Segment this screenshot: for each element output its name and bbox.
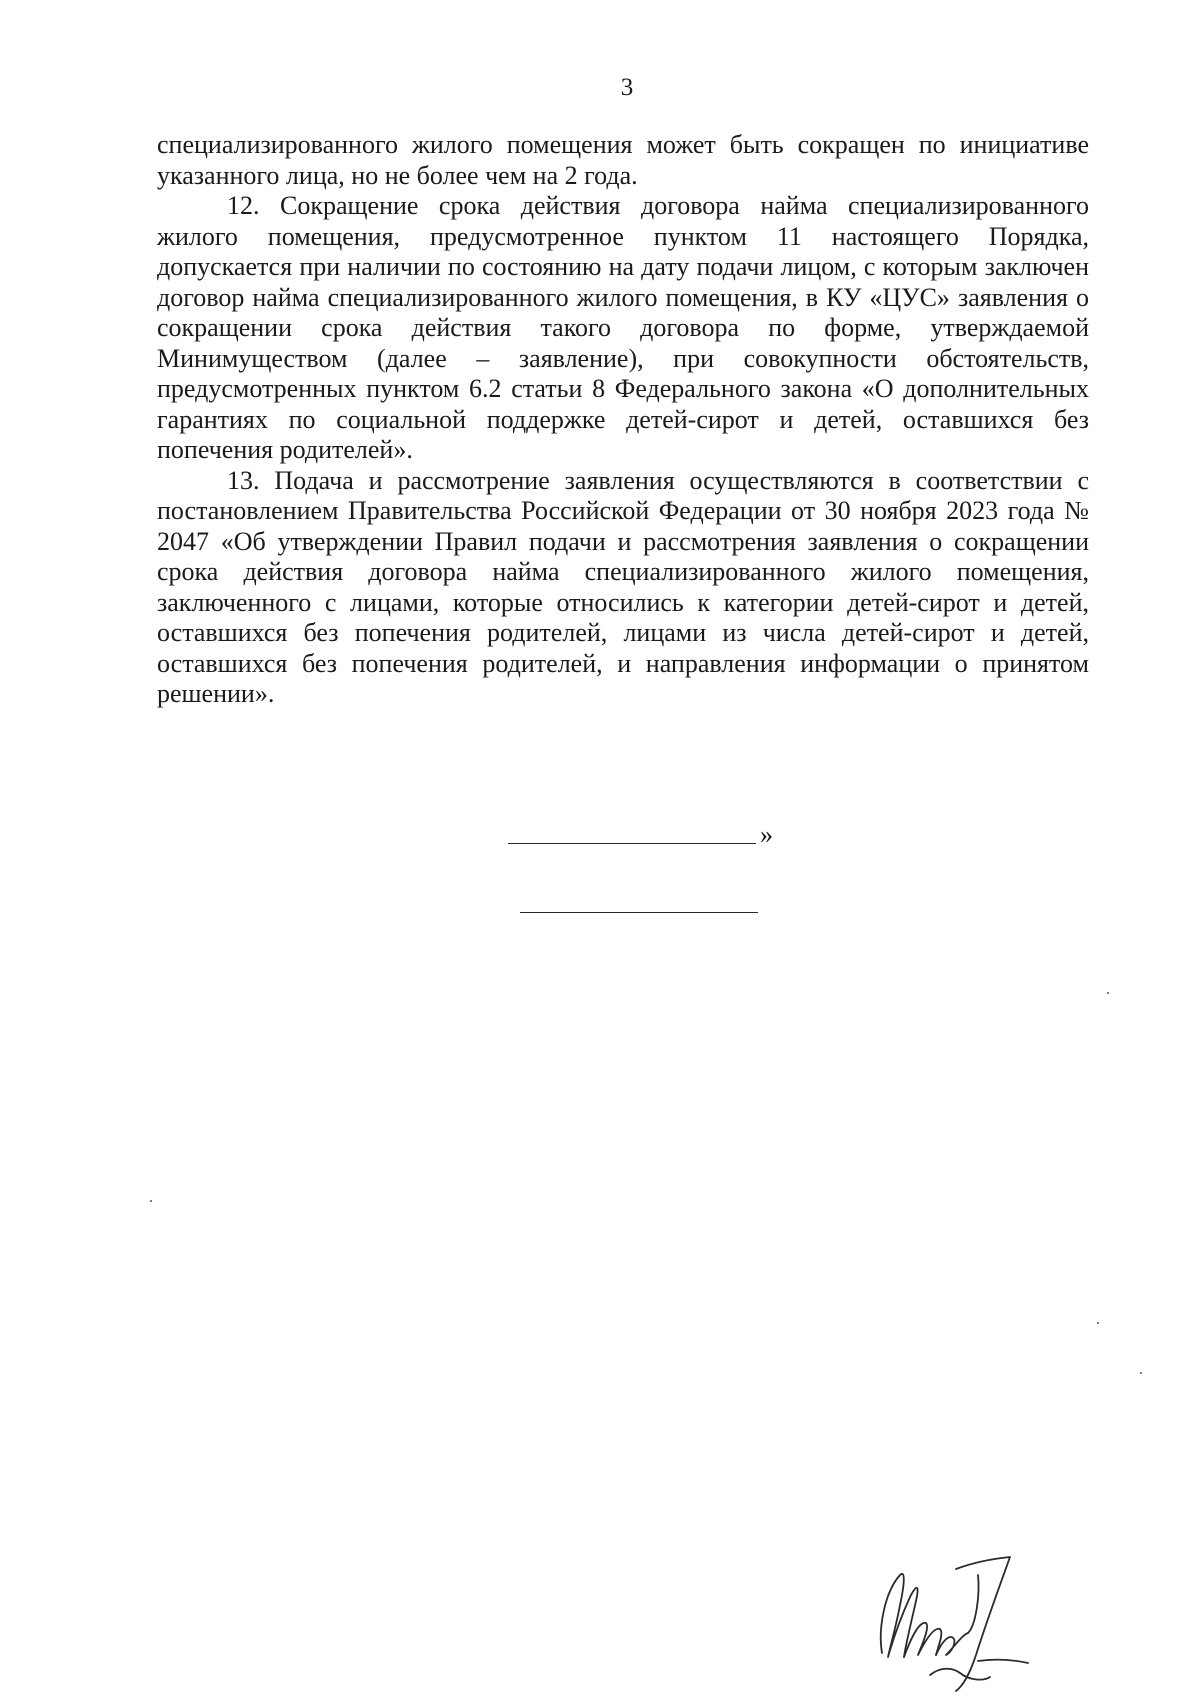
- scan-speck: [1107, 992, 1109, 994]
- scan-speck: [150, 1200, 152, 1202]
- paragraph-item-12: 12. Сокращение срока действия договора найма специализированного жилого помещения, предусмотренное пунктом 11 настоящего Порядка, допускается при наличии по состоянию на дату подачи лицом, с которым заключен договор найма специализированного жилого помещения, в КУ «ЦУС» заявления о сокращении срока действия такого договора по форме, утверждаемой Минимуществом (далее – заявление), при совокупности обстоятельств, предусмотренных пунктом 6.2 статьи 8 Федерального закона «О дополнительных гарантиях по социальной поддержке детей-сирот и детей, оставшихся без попечения родителей».: [157, 191, 1089, 464]
- scan-speck: [1140, 1372, 1142, 1374]
- paragraph-item-13: 13. Подача и рассмотрение заявления осуществляются в соответствии с постановлением Правительства Российской Федерации от 30 ноября 2023 года № 2047 «Об утверждении Правил подачи и рассмотрения заявления о сокращении срока действия договора найма специализированного жилого помещения, заключенного с лицами, которые относились к категории детей-сирот и детей, оставшихся без попечения родителей, лицами из числа детей-сирот и детей, оставшихся без попечения родителей, и направления информации о принятом решении».: [157, 465, 1089, 708]
- end-of-text-rule: [520, 912, 758, 913]
- paragraph-continuation: специализированного жилого помещения может быть сокращен по инициативе указанного лица, но не более чем на 2 года.: [157, 130, 1089, 190]
- signature-image: [860, 1535, 1030, 1695]
- document-body: [157, 130, 1089, 710]
- scan-speck: [1097, 1322, 1099, 1324]
- closing-underline: [508, 843, 756, 844]
- page-number: 3: [620, 74, 634, 101]
- closing-quote-mark: »: [760, 820, 773, 849]
- closing-quote-line: [508, 818, 773, 849]
